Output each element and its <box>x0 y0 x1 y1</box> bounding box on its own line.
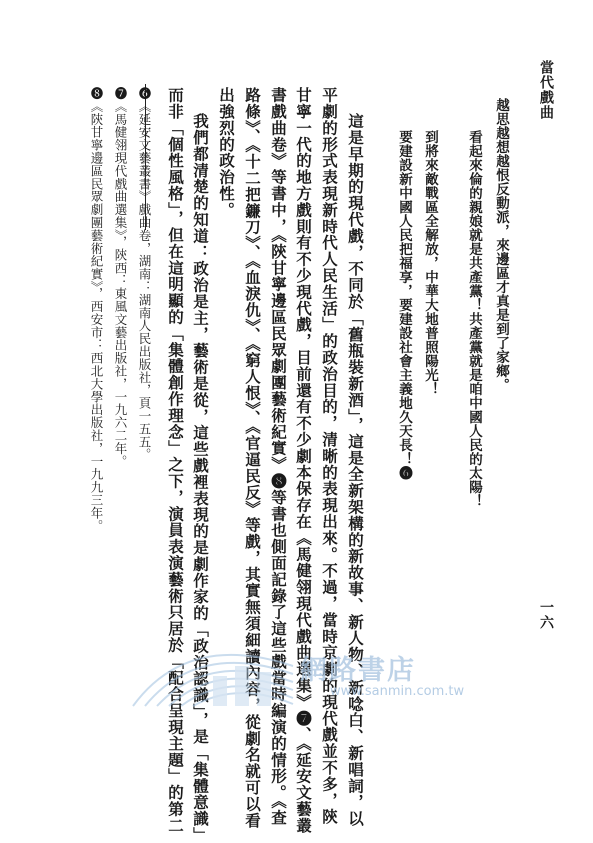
footnote: ❽《陝甘寧邊區民眾劇團藝術紀實》，西安市：西北大學出版社，一九九三年。 <box>89 87 104 533</box>
body-line: 而非「個性風格」，但在這明顯的「集體創作理念」之下，演員表演藝術只居於「配合呈現主題」的第二 <box>166 87 185 834</box>
body-line: 平劇的形式表現新時代人民生活」的政治目的，清晰的表現出來。不過，當時京劇的現代戲並不多，陝 <box>320 87 339 825</box>
body-line: 我們都清楚的知道：政治是主，藝術是從，這些戲裡表現的是劇作家的「政治認識」，是「集體意識」 <box>191 113 210 843</box>
watermark-url: www.sanmin.com.tw <box>330 684 465 699</box>
body-line: 書戲曲卷》等書中，《陝甘寧邊區民眾劇團藝術紀實》❽等書也側面記錄了這些戲當時編演的情形。《查 <box>269 87 288 826</box>
verse-line: 越思越想越恨反動派，來邊區才真是到了家鄉。 <box>493 98 509 392</box>
verse-line: 要建設新中國人民把福享，要建設社會主義地久天長！❻ <box>396 130 412 480</box>
verse-line: 看起來倫的親娘就是共產黨！共產黨就是咱中國人民的太陽！ <box>466 130 482 508</box>
body-line: 這是早期的現代戲，不同於「舊瓶裝新酒」，這是全新架構的新故事、新人物、新唸白、新唱詞，以 <box>346 113 365 827</box>
body-line: 甘寧一代的地方戲則有不少現代戲，目前還有不少劇本保存在《馬健翎現代戲曲選集》❼、《延安文藝叢 <box>294 87 313 834</box>
footnote: ❻《延安文藝叢書》戲曲卷，湖南：湖南人民出版社，頁一五五。 <box>137 87 152 462</box>
running-title: 當代戲曲 <box>538 60 554 120</box>
footnote: ❼《馬健翎現代戲曲選集》，陝西：東風文藝出版社，一九六二年。 <box>113 87 128 468</box>
body-line: 路條》、《十二把鐮刀》、《血淚仇》、《窮人恨》、《官逼民反》等戲，其實無須細讀內容，從劇名就可以看 <box>243 87 262 829</box>
watermark-text: 網路書店 <box>300 655 416 686</box>
page-number: 一六 <box>538 600 554 630</box>
verse-line: 到將來敵戰區全解放，中華大地普照陽光！ <box>422 130 438 396</box>
body-line: 出強烈的政治性。 <box>217 87 236 219</box>
